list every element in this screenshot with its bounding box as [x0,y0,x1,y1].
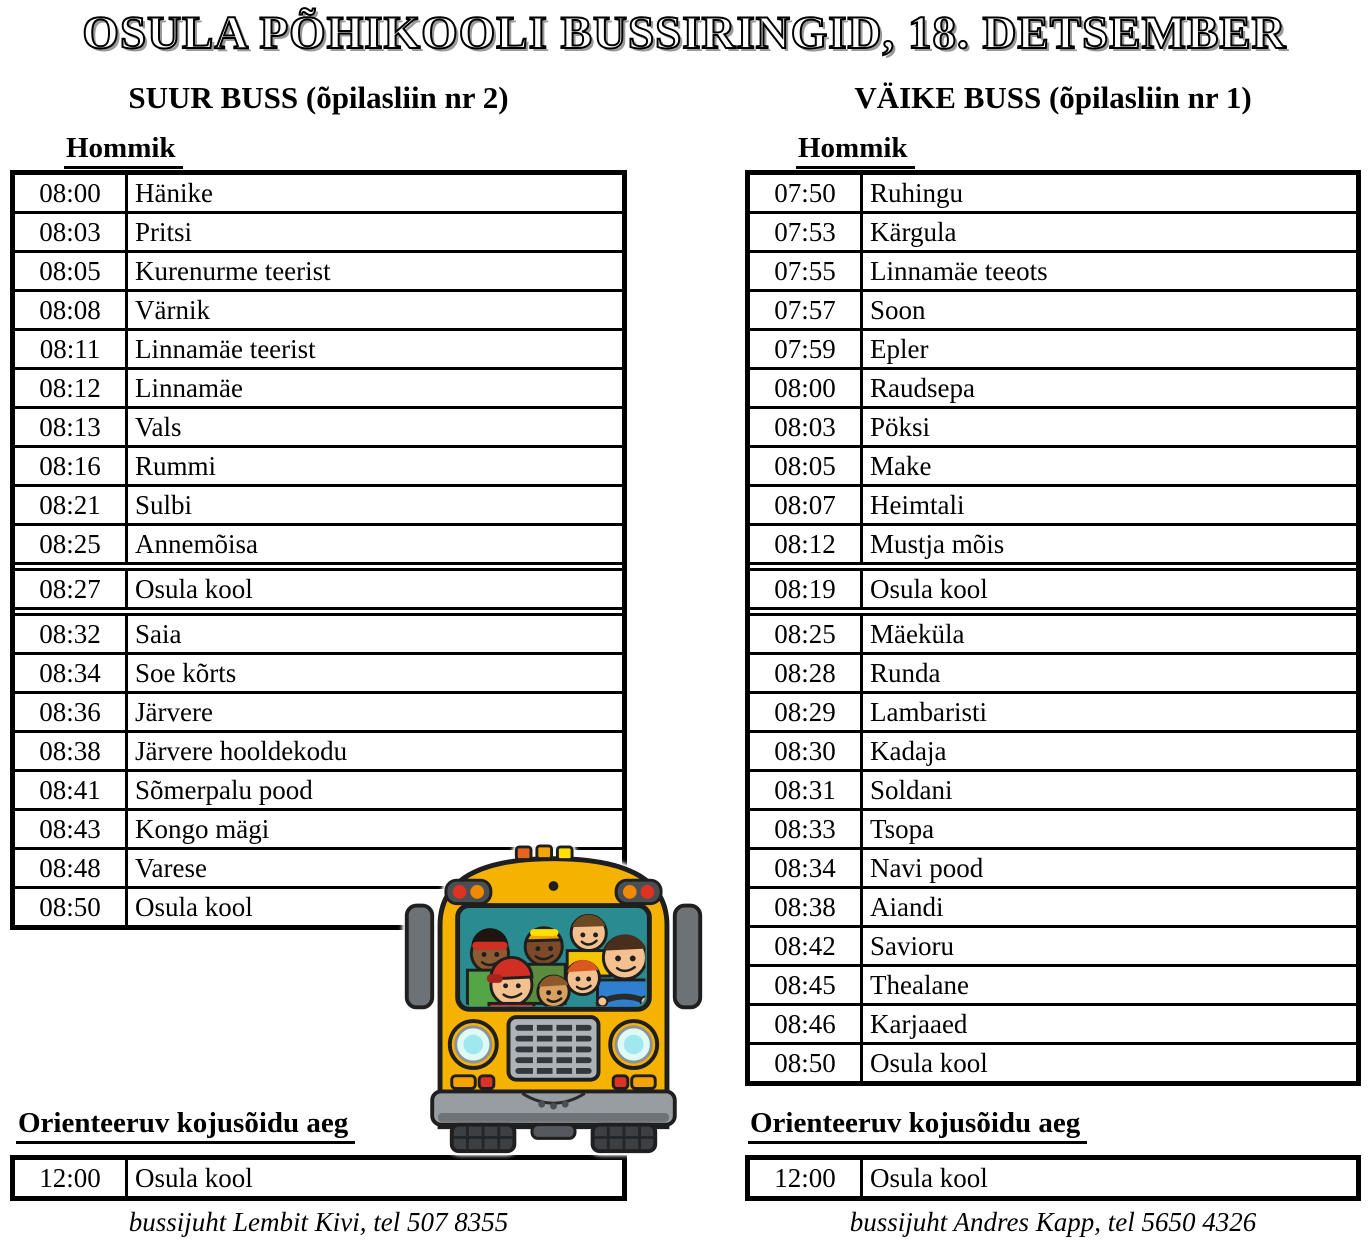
stop-cell: Osula kool [135,573,253,604]
time-cell: 08:38 [750,889,863,925]
time-cell: 08:32 [15,616,128,652]
stop-cell: Karjaaed [870,1008,968,1039]
stop-cell: Sulbi [135,489,193,520]
time-cell: 07:50 [750,175,863,211]
time-cell: 08:21 [15,487,128,523]
table-row [750,1006,1356,1045]
right-return-heading: Orienteeruv kojusõidu aeg [748,1108,1087,1144]
time-cell: 08:48 [15,850,128,886]
table-row [750,1045,1356,1081]
table-row [15,733,622,772]
table-row [750,292,1356,331]
stop-cell: Heimtali [870,489,965,520]
left-return-table [10,1155,627,1201]
table-row [15,1160,622,1196]
stop-cell: Pritsi [135,216,193,247]
stop-cell: Järvere [135,696,213,727]
time-cell: 08:25 [750,616,863,652]
time-cell: 08:42 [750,928,863,964]
time-cell: 08:03 [15,214,128,250]
time-cell: 08:34 [750,850,863,886]
stop-cell: Hänike [135,177,213,208]
table-row [15,571,622,610]
right-driver-info: bussijuht Andres Kapp, tel 5650 4326 [849,1207,1257,1237]
table-row [750,331,1356,370]
time-cell: 08:41 [15,772,128,808]
table-row [750,1160,1356,1196]
stop-cell: Savioru [870,930,954,961]
table-row [750,370,1356,409]
stop-cell: Varese [135,852,207,883]
stop-cell: Osula kool [135,891,253,922]
time-cell: 08:11 [15,331,128,367]
stop-cell: Raudsepa [870,372,975,403]
time-cell: 08:46 [750,1006,863,1042]
stop-cell: Kongo mägi [135,813,270,844]
stop-cell: Vals [135,411,182,442]
time-cell: 07:53 [750,214,863,250]
stop-cell: Osula kool [870,1162,988,1193]
time-cell: 08:50 [750,1045,863,1081]
stop-cell: Osula kool [870,573,988,604]
stop-cell: Kurenurme teerist [135,255,331,286]
stop-cell: Kadaja [870,735,947,766]
table-row [750,811,1356,850]
time-cell: 08:29 [750,694,863,730]
table-row [15,175,622,214]
table-row [750,571,1356,610]
stop-cell: Kärgula [870,216,957,247]
table-row [750,409,1356,448]
table-row [15,772,622,811]
time-cell: 08:36 [15,694,128,730]
stop-cell: Mustja mõis [870,528,1005,559]
stop-cell: Saia [135,618,182,649]
table-row [15,526,622,565]
page-title: OSULA PÕHIKOOLI BUSSIRINGID, 18. DETSEMBER [82,7,1287,59]
stop-cell: Ruhingu [870,177,964,208]
table-row [15,448,622,487]
school-bus-image [397,843,710,1156]
table-row [750,214,1356,253]
left-driver-info: bussijuht Lembit Kivi, tel 507 8355 [128,1207,509,1237]
table-row [750,175,1356,214]
time-cell: 08:03 [750,409,863,445]
table-row [15,292,622,331]
time-cell: 08:43 [15,811,128,847]
table-row [15,370,622,409]
table-row [750,616,1356,655]
time-cell: 07:59 [750,331,863,367]
stop-cell: Soldani [870,774,953,805]
table-row [750,526,1356,565]
time-cell: 08:34 [15,655,128,691]
time-cell: 08:12 [750,526,863,562]
table-row [750,850,1356,889]
time-cell: 07:57 [750,292,863,328]
stop-cell: Värnik [135,294,210,325]
left-morning-heading: Hommik [64,133,183,169]
stop-cell: Thealane [870,969,969,1000]
stop-cell: Epler [870,333,929,364]
time-cell: 12:00 [750,1160,863,1196]
time-cell: 08:05 [15,253,128,289]
stop-cell: Järvere hooldekodu [135,735,348,766]
stop-cell: Linnamäe teeots [870,255,1048,286]
stop-cell: Make [870,450,932,481]
time-cell: 12:00 [15,1160,128,1196]
time-cell: 08:31 [750,772,863,808]
stop-cell: Pöksi [870,411,931,442]
time-cell: 08:50 [15,889,128,925]
table-row [15,487,622,526]
stop-cell: Osula kool [870,1047,988,1078]
stop-cell: Linnamäe teerist [135,333,316,364]
table-row [750,487,1356,526]
table-row [750,733,1356,772]
stop-cell: Tsopa [870,813,935,844]
time-cell: 07:55 [750,253,863,289]
table-row [750,253,1356,292]
time-cell: 08:13 [15,409,128,445]
left-morning-table [10,170,627,930]
table-row [15,409,622,448]
time-cell: 08:33 [750,811,863,847]
table-row [15,253,622,292]
left-return-heading: Orienteeruv kojusõidu aeg [16,1108,355,1144]
stop-cell: Runda [870,657,941,688]
time-cell: 08:12 [15,370,128,406]
table-row [750,967,1356,1006]
time-cell: 08:00 [750,370,863,406]
time-cell: 08:38 [15,733,128,769]
stop-cell: Aiandi [870,891,944,922]
time-cell: 08:45 [750,967,863,1003]
left-column-subtitle: SUUR BUSS (õpilasliin nr 2) [128,80,509,115]
stop-cell: Osula kool [135,1162,253,1193]
time-cell: 08:07 [750,487,863,523]
right-column-subtitle: VÄIKE BUSS (õpilasliin nr 1) [854,80,1252,115]
table-row [15,616,622,655]
stop-cell: Rummi [135,450,217,481]
table-row [15,694,622,733]
right-return-table [745,1155,1361,1201]
time-cell: 08:25 [15,526,128,562]
stop-cell: Soe kõrts [135,657,237,688]
table-row [750,889,1356,928]
stop-cell: Linnamäe [135,372,243,403]
right-morning-table [745,170,1361,1086]
stop-cell: Soon [870,294,926,325]
time-cell: 08:08 [15,292,128,328]
table-row [15,655,622,694]
table-row [15,331,622,370]
table-row [750,694,1356,733]
stop-cell: Navi pood [870,852,984,883]
right-morning-heading: Hommik [796,133,915,169]
table-row [15,214,622,253]
table-row [750,448,1356,487]
stop-cell: Sõmerpalu pood [135,774,313,805]
table-row [750,928,1356,967]
stop-cell: Lambaristi [870,696,987,727]
time-cell: 08:16 [15,448,128,484]
time-cell: 08:28 [750,655,863,691]
stop-cell: Mäeküla [870,618,965,649]
time-cell: 08:19 [750,571,863,607]
stop-cell: Annemõisa [135,528,258,559]
time-cell: 08:30 [750,733,863,769]
school-bus-icon [397,843,710,1156]
time-cell: 08:27 [15,571,128,607]
time-cell: 08:00 [15,175,128,211]
time-cell: 08:05 [750,448,863,484]
table-row [750,655,1356,694]
table-row [750,772,1356,811]
